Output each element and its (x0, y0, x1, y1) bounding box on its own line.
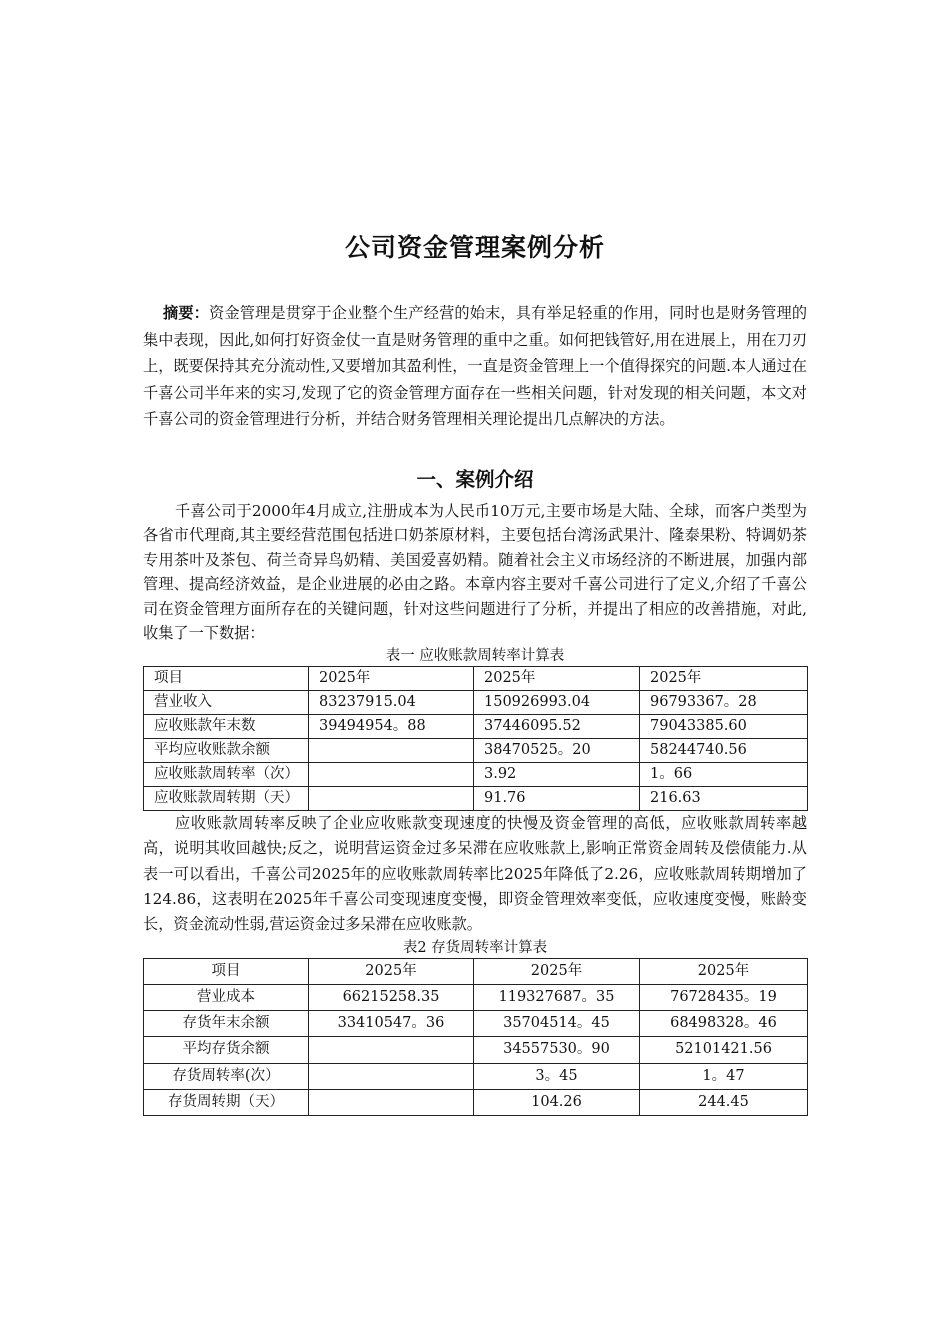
table-header-row (144, 958, 808, 984)
table-row (144, 691, 808, 715)
table-cell: 39494954。88 (309, 715, 474, 739)
table-cell (309, 1090, 474, 1116)
table-cell: 216.63 (640, 787, 808, 811)
table-cell: 1。47 (640, 1063, 808, 1089)
table-cell: 存货周转期（天） (144, 1090, 309, 1116)
table-header-cell: 2025年 (640, 958, 808, 984)
table-row (144, 1037, 808, 1063)
table-row (144, 715, 808, 739)
table1-caption: 表一 应收账款周转率计算表 (385, 648, 565, 665)
table-cell: 38470525。20 (474, 739, 640, 763)
table-cell: 35704514。45 (474, 1011, 640, 1037)
table-cell: 平均存货余额 (144, 1037, 309, 1063)
table-cell: 66215258.35 (309, 984, 474, 1010)
table-cell: 150926993.04 (474, 691, 640, 715)
document-page (143, 228, 807, 1116)
table-cell (309, 763, 474, 787)
table-header-cell: 2025年 (474, 667, 640, 691)
table-cell: 83237915.04 (309, 691, 474, 715)
table-cell: 33410547。36 (309, 1011, 474, 1037)
table-row (144, 763, 808, 787)
abstract-paragraph (143, 300, 807, 433)
table-cell: 37446095.52 (474, 715, 640, 739)
table-cell: 存货周转率(次） (144, 1063, 309, 1089)
table-cell: 34557530。90 (474, 1037, 640, 1063)
table-row (144, 1090, 808, 1116)
table-row (144, 787, 808, 811)
table-cell: 3。45 (474, 1063, 640, 1089)
table-cell: 营业成本 (144, 984, 309, 1010)
table-cell: 58244740.56 (640, 739, 808, 763)
table-cell (309, 739, 474, 763)
section-heading: 一、案例介绍 (416, 467, 534, 491)
table-cell: 68498328。46 (640, 1011, 808, 1037)
table-cell: 96793367。28 (640, 691, 808, 715)
table-cell: 应收账款周转率（次） (144, 763, 309, 787)
table-row (144, 984, 808, 1010)
table-header-cell: 2025年 (309, 667, 474, 691)
abstract-text: 资金管理是贯穿于企业整个生产经营的始末，具有举足轻重的作用，同时也是财务管理的集中表现，因此,如何打好资金仗一直是财务管理的重中之重。如何把钱管好,用在进展上，用在刀刃上，既要保持其充分流动性,又要增加其盈利性，一直是资金管理上一个值得探究的问题.本人通过在千喜公司半年来的实习,发现了它的资金管理方面存在一些相关问题，针对发现的相关问题，本文对千喜公司的资金管理进行分析，并结合财务管理相关理论提出几点解决的方法。 (143, 304, 808, 428)
table2-caption: 表2 存货周转率计算表 (402, 939, 548, 956)
receivables-turnover-table (143, 666, 808, 811)
table-cell: 52101421.56 (640, 1037, 808, 1063)
table-cell: 119327687。35 (474, 984, 640, 1010)
table-cell (309, 1037, 474, 1063)
table-cell (309, 1063, 474, 1089)
document-title: 公司资金管理案例分析 (344, 233, 605, 262)
table-header-cell: 项目 (144, 667, 309, 691)
table-row (144, 1063, 808, 1089)
table-header-cell: 2025年 (309, 958, 474, 984)
table-cell: 平均应收账款余额 (144, 739, 309, 763)
table-cell: 104.26 (474, 1090, 640, 1116)
table-cell (309, 787, 474, 811)
table-cell: 3.92 (474, 763, 640, 787)
table-cell: 营业收入 (144, 691, 309, 715)
inventory-turnover-table (143, 958, 808, 1117)
table-row (144, 739, 808, 763)
table-cell: 1。66 (640, 763, 808, 787)
analysis-paragraph: 应收账款周转率反映了企业应收账款变现速度的快慢及资金管理的高低，应收账款周转率越高，说明其收回越快;反之，说明营运资金过多呆滞在应收账款上,影响正常资金周转及偿债能力.从表一可以看出，千喜公司2025年的应收账款周转率比2025年降低了2.26，应收账款周转期增加了124.86，这表明在2025年千喜公司变现速度变慢，即资金管理效率变低，应收速度变慢，账龄变长，资金流动性弱,营运资金过多呆滞在应收账款。 (143, 814, 807, 934)
table-header-row (144, 667, 808, 691)
table-header-cell: 2025年 (640, 667, 808, 691)
table-cell: 91.76 (474, 787, 640, 811)
abstract-label: 摘要： (163, 304, 210, 322)
table-cell: 79043385.60 (640, 715, 808, 739)
table-cell: 76728435。19 (640, 984, 808, 1010)
intro-paragraph: 千喜公司于2000年4月成立,注册成本为人民币10万元,主要市场是大陆、全球，而客户类型为各省市代理商,其主要经营范围包括进口奶茶原材料，主要包括台湾汤武果汁、隆泰果粉、特调奶茶专用茶叶及茶包、荷兰奇异鸟奶精、美国爱喜奶精。随着社会主义市场经济的不断进展，加强内部管理、提高经济效益，是企业进展的必由之路。本章内容主要对千喜公司进行了定义,介绍了千喜公司在资金管理方面所存在的关键问题，针对这些问题进行了分析，并提出了相应的改善措施，对此,收集了一下数据： (143, 501, 807, 643)
table-row (144, 1011, 808, 1037)
table-cell: 应收账款周转期（天） (144, 787, 309, 811)
table-cell: 存货年末余额 (144, 1011, 309, 1037)
table-header-cell: 2025年 (474, 958, 640, 984)
table-cell: 244.45 (640, 1090, 808, 1116)
table-cell: 应收账款年末数 (144, 715, 309, 739)
table-header-cell: 项目 (144, 958, 309, 984)
